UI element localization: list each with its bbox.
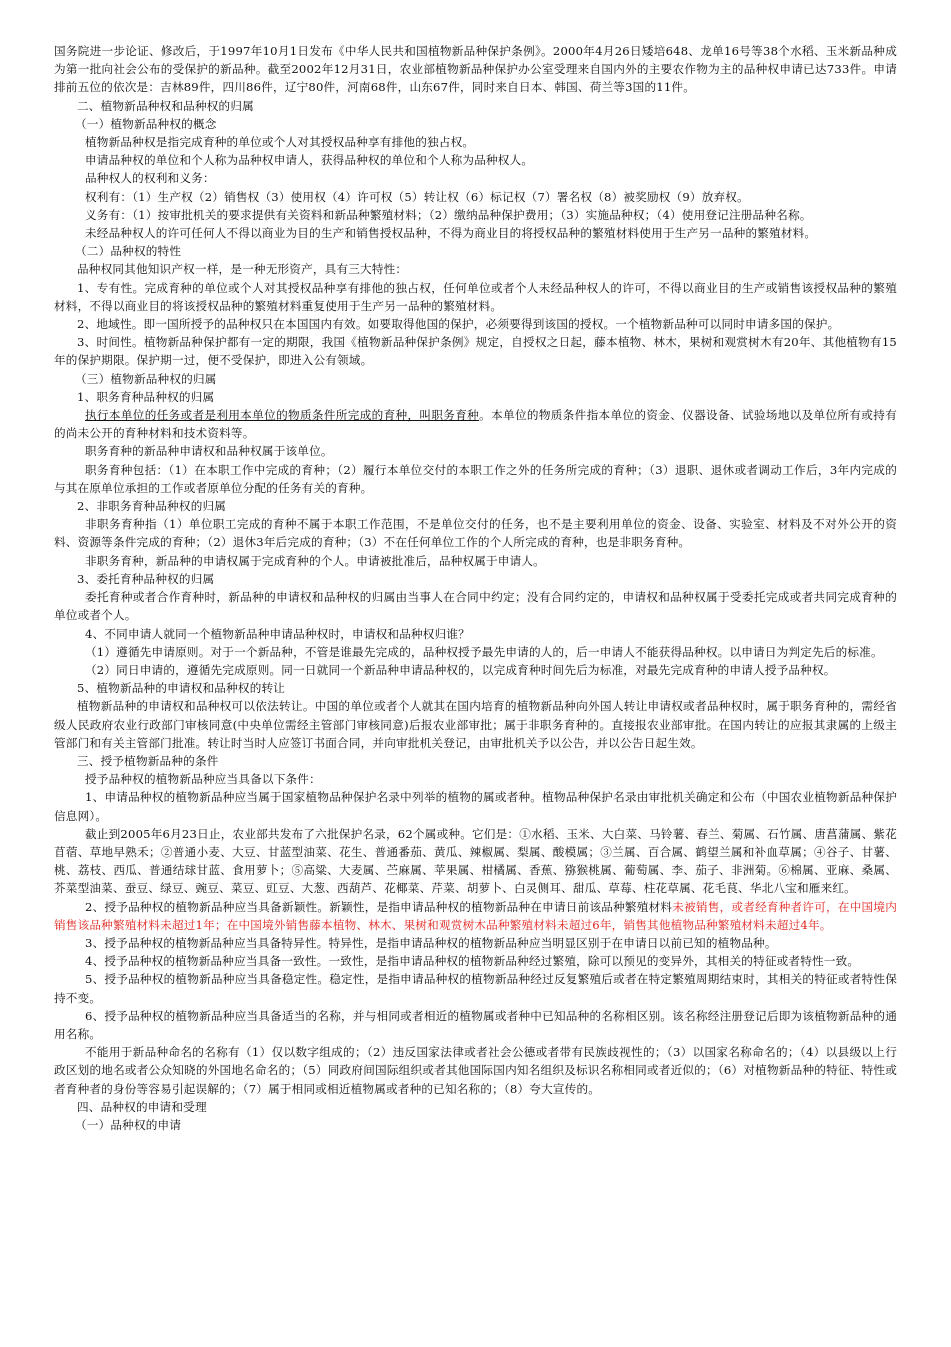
item-heading: 2、非职务育种品种权的归属 <box>77 499 227 514</box>
paragraph: （2）同日申请的，遵循先完成原则。同一日就同一个新品种申请品种权的，以完成育种时间先后为标准，对最先完成育种的申请人授予品种权。 <box>85 662 836 677</box>
paragraph: 4、授予品种权的植物新品种应当具备一致性。一致性，是指申请品种权的植物新品种经过繁殖，除可以预见的变异外，其相关的特征或者特性一致。 <box>85 954 860 969</box>
underlined-definition: 执行本单位的任务或者是利用本单位的物质条件所完成的育种，叫职务育种 <box>85 408 480 423</box>
paragraph: 6、授予品种权的植物新品种应当具备适当的名称，并与相同或者相近的植物属或者种中已知品种的名称相区别。该名称经注册登记后即为该植物新品种的通用名称。 <box>54 1008 897 1041</box>
section-heading: 四、品种权的申请和受理 <box>77 1099 207 1114</box>
item-heading: 1、职务育种品种权的归属 <box>77 389 215 404</box>
paragraph <box>54 406 897 442</box>
paragraph: 植物新品种的申请权和品种权可以依法转让。中国的单位或者个人就其在国内培育的植物新品种向外国人转让申请权或者品种权时，属于职务育种的，需经省级人民政府农业行政部门审核同意(中央单位需经主管部门审核同意)后报农业部审批；属于非职务育种的。直接报农业部审批。在国内转让的应报其隶属的上级主管部门和有关主管部门批准。转让时当时人应签订书面合同，并向审批机关登记，由审批机关予以公告，并以公告日起生效。 <box>54 699 897 750</box>
paragraph-text: 2、授予品种权的植物新品种应当具备新颖性。新颖性，是指申请品种权的植物新品种在申请日前该品种繁殖材料 <box>85 899 673 914</box>
highlighted-text: 未被销售，或者经育种者许可，在中国境内销售该品种繁殖材料未超过1年；在中国境外销售藤本植物、林木、果树和观赏树木品种繁殖材料未超过6年，销售其他植物品种繁殖材料未超过4年。 <box>54 899 897 932</box>
paragraph: 授予品种权的植物新品种应当具备以下条件： <box>85 772 321 787</box>
item-heading: 5、植物新品种的申请权和品种权的转让 <box>77 681 286 696</box>
paragraph: 1、申请品种权的植物新品种应当属于国家植物品种保护名录中列举的植物的属或者种。植物品种保护名录由审批机关确定和公布（中国农业植物新品种保护信息网）。 <box>54 790 897 823</box>
paragraph: 3、时间性。植物新品种保护都有一定的期限，我国《植物新品种保护条例》规定，自授权之日起，藤本植物、林木，果树和观赏树木有20年、其他植物有15年的保护期限。保护期一过，便不受保护，即进入公有领域。 <box>54 335 897 368</box>
paragraph: 职务育种的新品种申请权和品种权属于该单位。 <box>85 444 333 459</box>
paragraph: 截止到2005年6月23日止，农业部共发布了六批保护名录，62个属或种。它们是：①水稻、玉米、大白菜、马铃薯、春兰、菊属、石竹属、唐菖蒲属、紫花苜蓿、草地早熟禾；②普通小麦、大豆、甘蓝型油菜、花生、普通番茄、黄瓜、辣椒属、梨属、酸模属；③兰属、百合属、鹤望兰属和补血草属；④谷子、甘薯、桃、荔枝、西瓜、普通结球甘蓝、食用萝卜；⑤高粱、大麦属、苎麻属、苹果属、柑橘属、香蕉、猕猴桃属、葡萄属、李、茄子、非洲菊。⑥棉属、亚麻、桑属、芥菜型油菜、蚕豆、绿豆、豌豆、菜豆、豇豆、大葱、西葫芦、花椰菜、芹菜、胡萝卜、白灵侧耳、甜瓜、草莓、柱花草属、花毛茛、华北八宝和雁来红。 <box>54 826 897 896</box>
paragraph: 植物新品种权是指完成育种的单位或个人对其授权品种享有排他的独占权。 <box>85 135 475 150</box>
paragraph: 委托育种或者合作育种时，新品种的申请权和品种权的归属由当事人在合同中约定；没有合同约定的，申请权和品种权属于受委托完成或者共同完成育种的单位或者个人。 <box>54 590 897 623</box>
paragraph: 品种权同其他知识产权一样，是一种无形资产，具有三大特性： <box>77 262 408 277</box>
subsection-heading: （一）植物新品种权的概念 <box>75 116 217 131</box>
paragraph: （1）遵循先申请原则。对于一个新品种，不管是谁最先完成的，品种权授予最先申请的人的，后一申请人不能获得品种权。以申请日为判定先后的标准。 <box>85 644 883 659</box>
paragraph-text: 。本单位的物质条件指本单位的资金、仪器设备、试验场地以及单位所有或持有的尚未公开的育种材料和技术资料等。 <box>54 408 897 441</box>
paragraph: 2、地域性。即一国所授予的品种权只在本国国内有效。如要取得他国的保护，必须要得到该国的授权。一个植物新品种可以同时申请多国的保护。 <box>77 317 840 332</box>
paragraph: 5、授予品种权的植物新品种应当具备稳定性。稳定性，是指申请品种权的植物新品种经过反复繁殖后或者在特定繁殖周期结束时，其相关的特征或者特性保持不变。 <box>54 972 897 1005</box>
paragraph: 义务有：（1）按审批机关的要求提供有关资料和新品种繁殖材料；（2）缴纳品种保护费用；（3）实施品种权；（4）使用登记注册品种名称。 <box>85 207 812 222</box>
paragraph: 不能用于新品种命名的名称有（1）仅以数字组成的；（2）违反国家法律或者社会公德或者带有民族歧视性的；（3）以国家名称命名的；（4）以县级以上行政区划的地名或者公众知晓的外国地名命名的；（5）同政府间国际组织或者其他国际国内知名组织及标识名称相同或者近似的；（6）对植物新品种的特征、特性或者育种者的身份等容易引起误解的；（7）属于相同或相近植物属或者种的已知名称的；（8）夸大宣传的。 <box>54 1045 897 1096</box>
paragraph: 权利有：（1）生产权（2）销售权（3）使用权（4）许可权（5）转让权（6）标记权（7）署名权（8）被奖励权（9）放弃权。 <box>85 189 749 204</box>
item-heading: 3、委托育种品种权的归属 <box>77 571 215 586</box>
subsection-heading: （一）品种权的申请 <box>75 1117 182 1132</box>
paragraph <box>54 898 897 934</box>
paragraph: 1、专有性。完成育种的单位或个人对其授权品种享有排他的独占权，任何单位或者个人未经品种权人的许可，不得以商业目的生产或销售该授权品种的繁殖材料，不得以商业目的将该授权品种的繁殖材料重复使用于生产另一品种的繁殖材料。 <box>54 280 897 313</box>
paragraph: 非职务育种指（1）单位职工完成的育种不属于本职工作范围，不是单位交付的任务，也不是主要利用单位的资金、设备、实验室、材料及不对外公开的资料、资源等条件完成的育种；（2）退休3年后完成的育种；（3）不在任何单位工作的个人所完成的育种，也是非职务育种。 <box>54 517 897 550</box>
paragraph: 未经品种权人的许可任何人不得以商业为目的生产和销售授权品种，不得为商业目的将授权品种的繁殖材料使用于生产另一品种的繁殖材料。 <box>85 226 817 241</box>
item-heading: 4、不同申请人就同一个植物新品种申请品种权时，申请权和品种权归谁？ <box>85 626 470 641</box>
subsection-heading: （三）植物新品种权的归属 <box>75 371 217 386</box>
paragraph: 国务院进一步论证、修改后，于1997年10月1日发布《中华人民共和国植物新品种保护条例》。2000年4月26日矮培648、龙单16号等38个水稻、玉米新品种成为第一批向社会公布的受保护的新品种。截至2002年12月31日，农业部植物新品种保护办公室受理来自国内外的主要农作物为主的品种权申请已达733件。申请排前五位的依次是：吉林89件，四川86件，辽宁80件，河南68件，山东67件，同时来自日本、韩国、荷兰等3国的11件。 <box>54 44 897 95</box>
paragraph: 品种权人的权利和义务： <box>85 171 215 186</box>
paragraph: 3、授予品种权的植物新品种应当具备特异性。特异性，是指申请品种权的植物新品种应当明显区别于在申请日以前已知的植物品种。 <box>85 935 777 950</box>
paragraph: 职务育种包括：（1）在本职工作中完成的育种；（2）履行本单位交付的本职工作之外的任务所完成的育种；（3）退职、退休或者调动工作后，3年内完成的与其在原单位承担的工作或者原单位分配的任务有关的育种。 <box>54 462 897 495</box>
subsection-heading: （二）品种权的特性 <box>75 244 182 259</box>
paragraph: 申请品种权的单位和个人称为品种权申请人，获得品种权的单位和个人称为品种权人。 <box>85 153 534 168</box>
paragraph: 非职务育种，新品种的申请权属于完成育种的个人。申请被批准后，品种权属于申请人。 <box>85 553 545 568</box>
section-heading: 二、植物新品种权和品种权的归属 <box>77 98 254 113</box>
section-heading: 三、授予植物新品种的条件 <box>77 753 219 768</box>
